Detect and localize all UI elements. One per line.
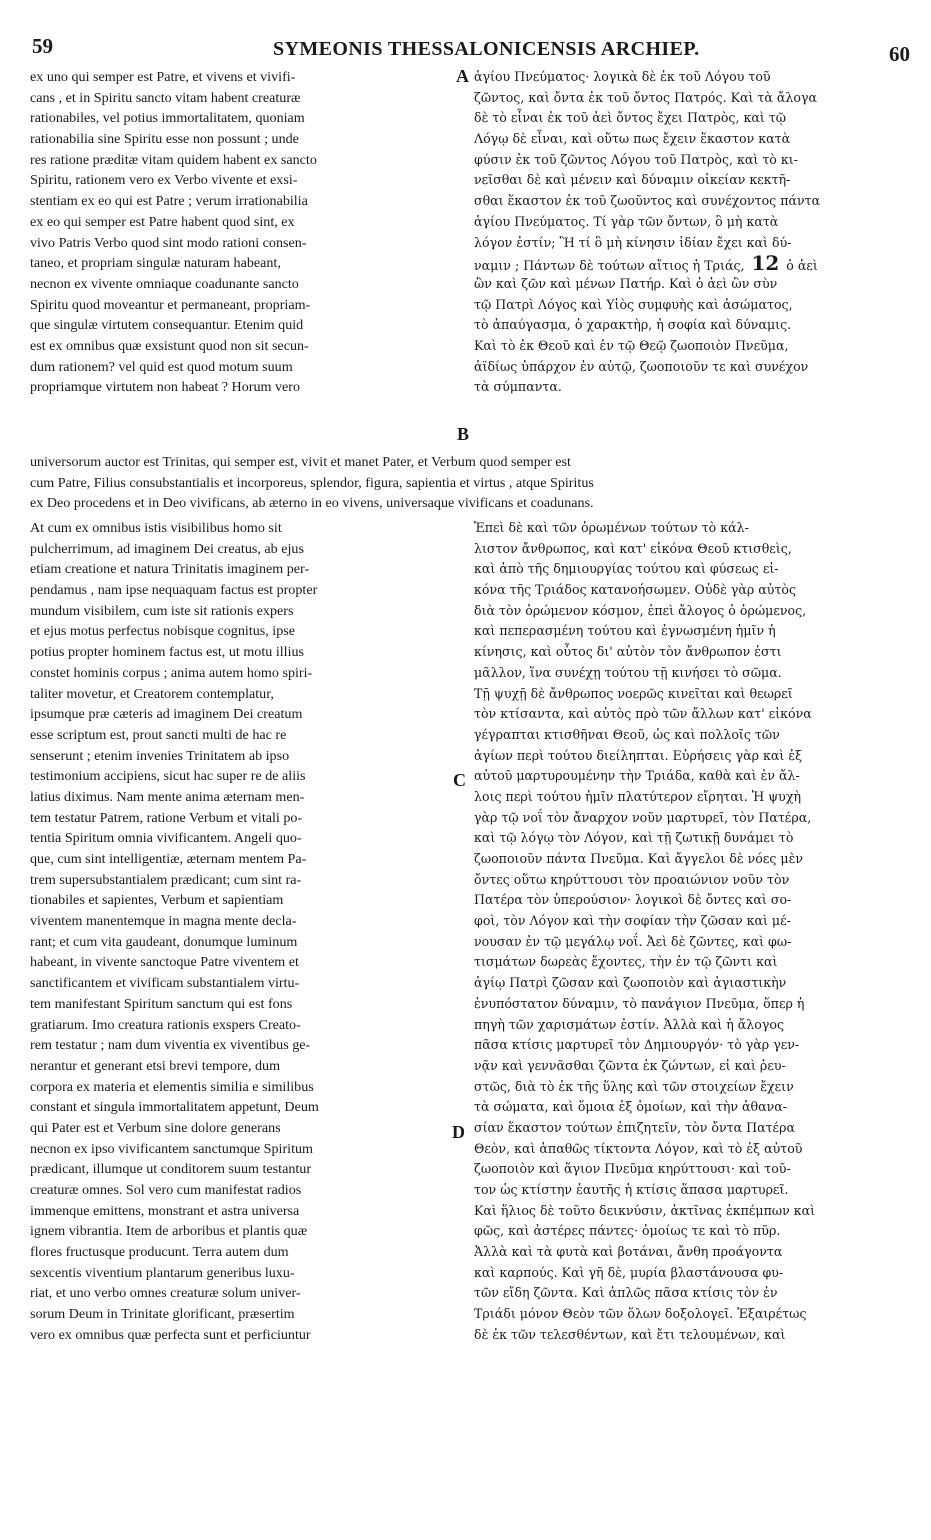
latin-bottom-line: rem testatur ; nam dum viventia ex viventibus ge- <box>30 1037 311 1054</box>
greek-bottom-line: ζωοποιοῦν πάντα Πνεῦμα. Καὶ ἄγγελοι δὲ νόες μὲν <box>474 851 803 866</box>
greek-bottom-line: ζωοποιὸν καὶ ἅγιον Πνεῦμα κηρύττουσι· καὶ τοῦ- <box>474 1161 791 1177</box>
greek-bottom-line: αὐτοῦ μαρτυρουμένην τὴν Τριάδα, καθὰ καὶ ἐν ἄλ- <box>474 768 800 784</box>
greek-top-line: δὲ τὸ εἶναι ἐκ τοῦ ἀεὶ ὄντος ἔχει Πατρὸς, καὶ τῷ <box>474 110 787 126</box>
greek-bottom-line: στῶς, διὰ τὸ ἐκ τῆς ὕλης καὶ τῶν στοιχείων ἔχειν <box>474 1078 794 1094</box>
latin-bottom-line: qui Pater est et Verbum sine dolore generans <box>30 1119 281 1136</box>
greek-bottom-line: καὶ ἀπὸ τῆς δημιουργίας τούτου καὶ φύσεως εἰ- <box>474 561 779 577</box>
latin-bottom-line: sexcentis viventium plantarum generibus luxu- <box>30 1264 295 1281</box>
latin-bottom-line: necnon ex ipso vivificantem sanctumque Spiritum <box>30 1140 313 1157</box>
latin-bottom-line: immenque emittens, monstrant et astra universa <box>30 1202 300 1219</box>
greek-top-line: τῷ Πατρὶ Λόγος καὶ Υἱὸς συμφυὴς καὶ ἀσώματος, <box>474 296 793 312</box>
latin-bottom-line: corpora ex materia et elementis similia e similibus <box>30 1078 314 1095</box>
greek-top-line: ἀϊδίως ὑπάρχον ἐν αὐτῷ, ζωοποιοῦν τε καὶ συνέχον <box>474 358 809 374</box>
latin-bottom-line: mundum visibilem, cum iste sit rationis expers <box>30 602 294 619</box>
latin-top-line: rationabilia sine Spiritu esse non possunt ; unde <box>30 131 299 148</box>
greek-bottom-line: γέγραπται κτισθῆναι Θεοῦ, ὡς καὶ πολλοῖς τῶν <box>474 726 780 742</box>
greek-bottom-line: λοις περὶ τούτου ἡμῖν πλατύτερον εἴρηται. Ἡ ψυχὴ <box>474 788 802 804</box>
greek-top-line: ἁγίου Πνεύματος. Τί γὰρ τῶν ὄντων, ὃ μὴ κατὰ <box>474 213 779 229</box>
latin-bottom-line: creaturæ omnes. Sol vero cum manifestat radios <box>30 1182 302 1198</box>
full-width-line: ex Deo procedens et in Deo vivificans, ab æterno in eo vivens, universaque vivificans et coadunans. <box>30 495 594 512</box>
latin-bottom-line: potius propter hominem factus est, ut motu illius <box>30 644 305 661</box>
latin-bottom-line: nerantur et generant etsi brevi tempore, dum <box>30 1057 281 1074</box>
latin-bottom-line: testimonium accipiens, sicut hac super re de aliis <box>30 768 306 785</box>
greek-bottom-line: Καὶ ἥλιος δὲ τοῦτο δεικνύσιν, ἀκτῖνας ἐκπέμπων καὶ <box>474 1202 816 1218</box>
greek-bottom-line: Ἀλλὰ καὶ τὰ φυτὰ καὶ βοτάναι, ἄνθη προάγοντα <box>474 1244 783 1260</box>
greek-top-line: ναμιν ; Πάντων δὲ τούτων αἴτιος ἡ Τριάς, 12 ὁ ἀεὶ <box>474 253 818 274</box>
greek-top-line: τὸ ἀπαύγασμα, ὁ χαρακτὴρ, ἡ σοφία καὶ δύναμις. <box>474 317 792 333</box>
greek-bottom-line: ἐνυπόστατον δύναμιν, τὸ πανάγιον Πνεῦμα, ὅπερ ἡ <box>474 995 805 1011</box>
greek-bottom-line: πᾶσα κτίσις μαρτυρεῖ τὸν Δημιουργόν· τὸ γὰρ γεν- <box>474 1037 800 1053</box>
greek-top-line: τὰ σύμπαντα. <box>474 379 562 395</box>
greek-column-top <box>474 67 908 398</box>
latin-top-line: vivo Patris Verbo quod sint modo rationi consen- <box>30 234 307 251</box>
latin-bottom-line: riat, et uno verbo omnes creaturæ solum univer- <box>30 1285 301 1302</box>
running-header <box>28 34 908 66</box>
latin-bottom-line: que, cum sint intelligentiæ, æternam mentem Pa- <box>30 851 307 867</box>
greek-bottom-line: ἁγίων περὶ τούτου διείληπται. Εὑρήσεις γὰρ καὶ ἐξ <box>474 747 803 763</box>
latin-bottom-line: senserunt ; etenim invenies Trinitatem ab ipso <box>30 747 290 764</box>
greek-bottom-line: τῶν εἴδη ζῶντα. Καὶ ἁπλῶς πᾶσα κτίσις τὸν ἐν <box>474 1285 778 1301</box>
greek-bottom-line: κόνα τῆς Τριάδος κατανοήσωμεν. Οὐδὲ γὰρ αὐτὸς <box>474 582 797 598</box>
latin-full-width-paragraph <box>30 452 908 514</box>
greek-bottom-line: Τριάδι μόνον Θεὸν τῶν ὅλων δοξολογεῖ. Ἐξαιρέτως <box>474 1306 807 1322</box>
latin-bottom-line: pulcherrimum, ad imaginem Dei creatus, ab ejus <box>30 540 304 557</box>
latin-bottom-line: constant et singula immortalitatem appetunt, Deum <box>30 1099 319 1116</box>
latin-top-line: est ex omnibus quæ exsistunt quod non sit secun- <box>30 337 309 354</box>
greek-top-line: Λόγῳ δὲ εἶναι, καὶ οὕτω πως ἔχειν ἕκαστον κατὰ <box>474 131 791 147</box>
latin-bottom-line: esse scriptum est, prout sancti multi de hac re <box>30 726 287 743</box>
greek-top-line: λόγον ἐστίν; Ἢ τί ὃ μὴ κίνησιν ἰδίαν ἔχει καὶ δύ- <box>474 234 792 250</box>
latin-bottom-line: sanctificantem et vivificam substantialem virtu- <box>30 975 300 992</box>
latin-top-line: Spiritu, rationem vero ex Verbo vivente et exsi- <box>30 172 298 189</box>
latin-bottom-line: trem supersubstantialem prædicant; cum sint ra- <box>30 871 302 888</box>
latin-top-line: ex uno qui semper est Patre, et vivens et vivifi- <box>30 69 296 85</box>
greek-bottom-line: καὶ καρπούς. Καὶ γῆ δὲ, μυρία βλαστάνουσα φυ- <box>474 1264 784 1280</box>
greek-bottom-line: Τῇ ψυχῇ δὲ ἄνθρωπος νοερῶς κινεῖται καὶ θεωρεῖ <box>474 685 793 701</box>
greek-bottom-line: τισμάτων δωρεὰς ἔχοντες, τὴν ἐν τῷ ζῶντι καὶ <box>474 954 778 970</box>
latin-bottom-line: tem manifestant Spiritum sanctum qui est fons <box>30 995 293 1012</box>
latin-top-line: ex eo qui semper est Patre habent quod sint, ex <box>30 213 295 230</box>
latin-top-line: taneo, et propriam singulæ naturam habeant, <box>30 255 281 272</box>
latin-bottom-line: etiam creatione et natura Trinitatis imaginem per- <box>30 561 310 578</box>
full-width-line: universorum auctor est Trinitas, qui semper est, vivit et manet Pater, et Verbum quod semper est <box>30 454 571 470</box>
latin-top-line: Spiritu quod moveantur et permaneant, propriam- <box>30 296 311 313</box>
greek-bottom-line: διὰ τὸν ὁρώμενον κόσμον, ἐπεὶ ἄλογος ὁ ὁρώμενος, <box>474 602 807 618</box>
latin-bottom-line: sorum Deum in Trinitate glorificant, præsertim <box>30 1306 295 1323</box>
latin-top-line: rationabiles, vel potius immortalitatem, quoniam <box>30 110 305 127</box>
latin-top-line: que singulæ virtutem consequantur. Etenim quid <box>30 317 304 334</box>
latin-bottom-line: ignem vibrantia. Item de arboribus et plantis quæ <box>30 1223 308 1240</box>
margin-marker-b: B <box>457 424 470 444</box>
greek-column-bottom <box>474 518 908 1346</box>
greek-bottom-line: σίαν ἕκαστον τούτων ἐπιζητεῖν, τὸν ὄντα Πατέρα <box>474 1119 795 1135</box>
running-title: SYMEONIS THESSALONICENSIS ARCHIEP. <box>273 38 700 60</box>
latin-bottom-line: vero ex omnibus quæ perfecta sunt et perficiuntur <box>30 1326 311 1343</box>
greek-top-line: Καὶ τὸ ἐκ Θεοῦ καὶ ἐν τῷ Θεῷ ζωοποιὸν Πνεῦμα, <box>474 337 789 353</box>
greek-top-line: ὢν καὶ ζῶν καὶ μένων Πατήρ. Καὶ ὁ ἀεὶ ὢν σὺν <box>474 275 778 291</box>
latin-bottom-line: et ejus motus perfectus nobisque cognitus, ipse <box>30 623 295 640</box>
latin-bottom-line: tionabiles et sapientes, Verbum et sapientiam <box>30 892 284 909</box>
latin-bottom-line: rant; et cum vita gaudeant, donumque luminum <box>30 933 298 950</box>
latin-bottom-line: gratiarum. Imo creatura rationis exspers Creato- <box>30 1016 301 1033</box>
page-number-left: 59 <box>32 34 53 58</box>
greek-top-line: ζῶντος, καὶ ὄντα ἐκ τοῦ ὄντος Πατρός. Καὶ τὰ ἄλογα <box>474 89 818 105</box>
greek-top-line: ἁγίου Πνεύματος· λογικὰ δὲ ἐκ τοῦ Λόγου τοῦ <box>474 69 771 84</box>
greek-bottom-line: νᾷν καὶ γεννᾶσθαι ζῶντα ἐκ ζώντων, εἰ καὶ ῥευ- <box>474 1057 786 1073</box>
latin-bottom-line: taliter movetur, et Creatorem contemplatur, <box>30 685 274 702</box>
latin-top-line: necnon ex vivente omniaque coadunante sancto <box>30 275 299 292</box>
latin-top-line: cans , et in Spiritu sancto vitam habent creaturæ <box>30 89 301 106</box>
greek-top-line: σθαι ἕκαστον ἐκ τοῦ ζωοῦντος καὶ συνέχοντος πάντα <box>474 193 821 209</box>
greek-bottom-line: τὰ σώματα, καὶ ὅμοια ἐξ ὁμοίων, καὶ τὴν ἀθανα- <box>474 1099 788 1115</box>
latin-bottom-line: At cum ex omnibus istis visibilibus homo sit <box>30 520 282 536</box>
section-number: 12 <box>744 253 787 274</box>
greek-bottom-line: λιστον ἄνθρωπος, καὶ κατ' εἰκόνα Θεοῦ κτισθεὶς, <box>474 540 792 556</box>
margin-marker-d: D <box>452 1122 465 1142</box>
latin-top-line: propriamque virtutem non habeat ? Horum vero <box>30 379 301 396</box>
latin-top-line: res ratione præditæ vitam quidem habent ex sancto <box>30 151 317 168</box>
greek-bottom-line: ὄντες οὕτω κηρύττουσι τὸν προαιώνιον νοῦν τὸν <box>474 871 790 887</box>
greek-bottom-line: φῶς, καὶ ἀστέρες πάντες· ὁμοίως τε καὶ τὸ πῦρ. <box>474 1223 781 1239</box>
full-width-line: cum Patre, Filius consubstantialis et incorporeus, splendor, figura, sapientia et virtus , atque Spiritus <box>30 474 594 491</box>
greek-bottom-line: Θεὸν, καὶ ἀπαθῶς τίκτοντα Λόγον, καὶ τὸ ἐξ αὐτοῦ <box>474 1140 803 1156</box>
greek-bottom-line: ἁγίῳ Πατρὶ ζῶσαν καὶ ζωοποιὸν καὶ ἁγιαστικὴν <box>474 975 787 991</box>
greek-bottom-line: γὰρ τῷ νοΐ τὸν ἄναρχον νοῦν μαρτυρεῖ, τὸν Πατέρα, <box>474 809 812 825</box>
page-number-right: 60 <box>889 42 910 66</box>
latin-bottom-line: latius diximus. Nam mente anima æternam men- <box>30 788 305 805</box>
latin-bottom-line: habeant, in vivente sanctoque Patre viventem et <box>30 954 299 971</box>
latin-bottom-line: pendamus , nam ipse nequaquam factus est propter <box>30 582 318 599</box>
latin-top-line: stentiam ex eo qui est Patre ; verum irrationabilia <box>30 193 308 210</box>
latin-column-top <box>30 67 458 398</box>
latin-bottom-line: tem testatur Patrem, ratione Verbum et vitali po- <box>30 809 303 826</box>
greek-section-tail: ὁ ἀεὶ <box>786 258 818 274</box>
greek-bottom-line: Ἐπεὶ δὲ καὶ τῶν ὁρωμένων τούτων τὸ κάλ- <box>474 520 749 535</box>
margin-marker-c: C <box>453 770 466 790</box>
latin-bottom-line: tentia Spiritum omnia vivificantem. Angeli quo- <box>30 830 302 847</box>
greek-bottom-line: τὸν κτίσαντα, καὶ αὐτὸς πρὸ τῶν ἄλλων κατ' εἰκόνα <box>474 706 812 722</box>
latin-bottom-line: flores fructusque producunt. Terra autem dum <box>30 1244 289 1261</box>
greek-bottom-line: καὶ τῷ λόγῳ τὸν Λόγον, καὶ τῇ ζωτικῇ δυνάμει τὸ <box>474 830 794 846</box>
greek-bottom-line: νουσαν ἐν τῷ μεγάλῳ νοΐ. Ἀεὶ δὲ ζῶντες, καὶ φω- <box>474 933 792 949</box>
greek-top-line: φύσιν ἐκ τοῦ ζῶντος Λόγου τοῦ Πατρὸς, καὶ τὸ κι- <box>474 151 798 167</box>
latin-bottom-line: constet hominis corpus ; anima autem homo spiri- <box>30 664 313 681</box>
greek-top-line: νεῖσθαι δὲ καὶ μένειν καὶ δύναμιν οἰκείαν κεκτῆ- <box>474 172 791 188</box>
greek-bottom-line: φοὶ, τὸν Λόγον καὶ τὴν σοφίαν τὴν ζῶσαν καὶ μέ- <box>474 913 791 929</box>
latin-bottom-line: prædicant, illumque ut conditorem suum testantur <box>30 1161 312 1178</box>
latin-bottom-line: ipsumque præ cæteris ad imaginem Dei creatum <box>30 706 303 723</box>
greek-bottom-line: μᾶλλον, ἵνα συνέχῃ τούτου τῇ κινήσει τὸ σῶμα. <box>474 664 782 680</box>
greek-bottom-line: τον ὡς κτίστην ἑαυτῆς ἡ κτίσις ἅπασα μαρτυρεῖ. <box>474 1182 789 1197</box>
margin-marker-a: A <box>456 66 469 86</box>
latin-bottom-line: viventem manentemque in magna mente decla- <box>30 913 297 930</box>
greek-bottom-line: πηγὴ τῶν χαρισμάτων ἐστίν. Ἀλλὰ καὶ ἡ ἄλογος <box>474 1016 785 1032</box>
latin-top-line: dum rationem? vel quid est quod motum suum <box>30 358 293 375</box>
greek-bottom-line: δὲ ἐκ τῶν τελεσθέντων, καὶ ἔτι τελουμένων, καὶ <box>474 1326 786 1342</box>
latin-column-bottom <box>30 518 458 1346</box>
greek-bottom-line: καὶ πεπερασμένη τούτου καὶ ἐγνωσμένη ἡμῖν ἡ <box>474 623 776 639</box>
greek-bottom-line: Πατέρα τὸν ὑπερούσιον· λογικοὶ δὲ ὄντες καὶ σο- <box>474 892 792 908</box>
greek-bottom-line: κίνησις, καὶ οὗτος δι' αὐτὸν τὸν ἄνθρωπον ἐστι <box>474 644 782 660</box>
